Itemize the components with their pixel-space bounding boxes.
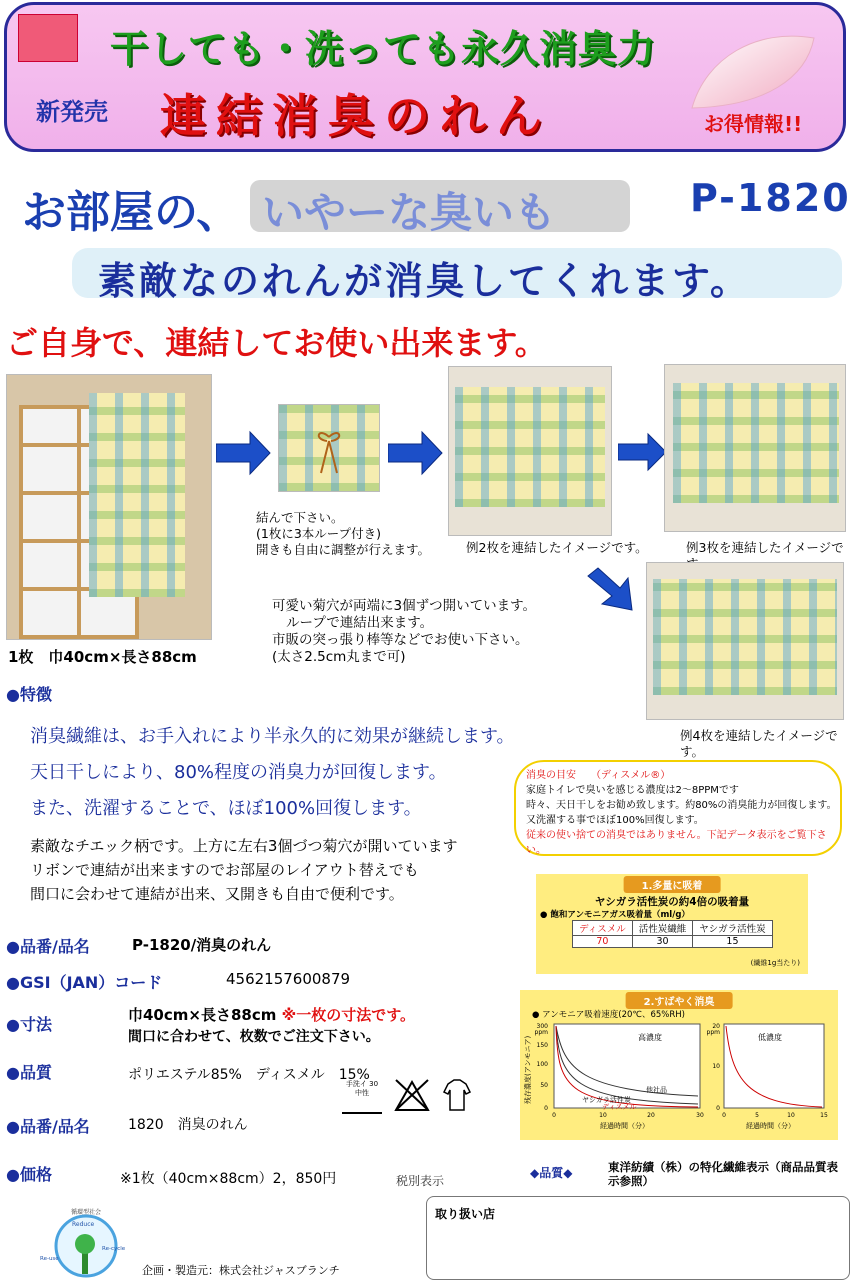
photo-ribbon-tie (278, 404, 380, 492)
guide-line: 又洗濯する事でほぼ100%回復します。 (526, 815, 704, 826)
y-tick-right: 0 (716, 1105, 720, 1112)
guide-title: 消臭の目安 （ディスメル®） (526, 770, 671, 781)
item2-label: ●品番/品名 (6, 1117, 90, 1136)
tie-caption-line: 開きも自由に調整が行えます。 (256, 542, 431, 557)
adsorption-table-title: ● 飽和アンモニアガス吸着量（ml/g） (540, 910, 690, 920)
desc-line: リボンで連結が出来ますのでお部屋のレイアウト替えでも (30, 861, 419, 879)
features-heading: ●特徴 (6, 685, 52, 704)
headline-line1: お部屋の、 (22, 187, 241, 238)
size-label: ●寸法 (6, 1015, 52, 1034)
arrow-right-icon (216, 430, 272, 476)
adsorption-table (572, 920, 773, 948)
pink-square-decoration (18, 14, 78, 62)
y-tick-right: 20 (712, 1023, 720, 1030)
self-join-text: ご自身で、連結してお使い出来ます。 (6, 324, 547, 362)
legend-other: 他社品 (646, 1086, 667, 1094)
reduce-label: Reduce (72, 1221, 95, 1228)
arrow-right-icon (388, 430, 444, 476)
table-cell: 15 (693, 936, 772, 948)
product-title: 連結消臭のれん (160, 89, 552, 143)
low-label: 低濃度 (758, 1033, 782, 1042)
new-release-label: 新発売 (36, 98, 108, 126)
deal-label: お得情報!! (704, 112, 803, 136)
quality-label: ●品質 (6, 1063, 52, 1082)
recycle-logo-icon (38, 1206, 134, 1278)
item-value: P-1820/消臭のれん (132, 936, 272, 954)
hand-wash-icon: 手洗イ 30 中性 (342, 1080, 382, 1114)
quality-value: ポリエステル85% ディスメル 15% (128, 1067, 370, 1083)
feature-line: 消臭繊維は、お手入れにより半永久的に効果が継続します。 (30, 726, 515, 747)
guide-line: 家庭トイレで臭いを感じる濃度は2～8PPMです (526, 785, 739, 796)
x-tick-left: 10 (599, 1112, 607, 1119)
no-bleach-icon (394, 1078, 430, 1112)
x-tick-left: 0 (552, 1112, 556, 1119)
quality-source-value: 東洋紡績（株）の特化繊維表示（商品品質表示参照） (608, 1160, 838, 1188)
hole-caption-line: 市販の突っ張り棒等などでお使い下さい。 (272, 632, 529, 648)
y-unit-left: ppm (534, 1029, 548, 1036)
maker-info: 企画・製造元：株式会社ジャスブランチ (142, 1264, 340, 1277)
quality-source-label: ◆品質◆ (530, 1166, 573, 1180)
jan-label: ●GSI（JAN）コード (6, 973, 163, 992)
hole-caption-line: ループで連結出来ます。 (286, 615, 434, 631)
tie-caption (256, 510, 430, 558)
table-header: ヤシガラ活性炭 (693, 921, 772, 936)
item-label: ●品番/品名 (6, 937, 90, 956)
adsorption-speed-panel (520, 990, 838, 1140)
x-tick-right: 10 (787, 1112, 795, 1119)
y-tick-right: 10 (712, 1063, 720, 1070)
price-label: ●価格 (6, 1165, 52, 1184)
jan-value: 4562157600879 (226, 970, 351, 988)
x-tick-left: 30 (696, 1112, 704, 1119)
photo-three-sheets (664, 364, 846, 532)
shop-label: 取り扱い店 (435, 1207, 496, 1221)
shop-box (426, 1196, 850, 1280)
tagline: 干しても・洗っても永久消臭力 (110, 27, 657, 71)
arrow-right-icon (618, 432, 668, 472)
hole-caption (272, 598, 536, 666)
x-tick-right: 15 (820, 1112, 828, 1119)
feature-line: また、洗濯することで、ほぼ100%回復します。 (30, 798, 422, 819)
speed-chart (520, 1020, 838, 1138)
recycle-title: 循環型社会 (70, 1209, 102, 1216)
recycle-label: Re-cycle (102, 1246, 126, 1252)
legend-dismel: ディスメル (602, 1103, 637, 1111)
adsorption-note: (繊維1g当たり) (750, 959, 800, 967)
three-sheets-caption: 例3枚を連結したイメージで (686, 540, 844, 555)
petal-icon (686, 28, 818, 112)
price-value: ※1枚（40cm×88cm）2，850円 (120, 1171, 337, 1187)
size-value: 巾40cm×長さ88cm (128, 1006, 277, 1024)
deodorize-guide-box (514, 760, 842, 856)
hole-caption-line: (太さ2.5cm丸まで可) (272, 649, 406, 665)
speed-panel-title: 2.すばやく消臭 (626, 992, 733, 1009)
y-tick-left: 150 (536, 1042, 548, 1049)
legend-coconut: ヤシガラ活性炭 (582, 1096, 631, 1104)
tie-caption-line: 結んで下さい。 (256, 510, 344, 525)
arrow-down-right-icon (586, 566, 638, 614)
headline-highlight-text: いやーな臭いも (262, 188, 557, 237)
single-sheet-size: 1枚 巾40cm×長さ88cm (8, 648, 197, 666)
table-header: ディスメル (573, 921, 633, 936)
size-line2: 間口に合わせて、枚数でご注文下さい。 (128, 1029, 380, 1045)
guide-line: 時々、天日干しをお勧め致します。約80%の消臭能力が回復します。 (526, 800, 837, 811)
x-tick-left: 20 (647, 1112, 655, 1119)
photo-four-sheets (646, 562, 844, 720)
table-cell: 30 (632, 936, 693, 948)
y-axis-label: 残存濃度(アンモニア) (524, 1035, 532, 1104)
x-axis-label-left: 経過時間（分） (600, 1122, 649, 1130)
item2-value: 1820 消臭のれん (128, 1117, 248, 1133)
subheadline: 素敵なのれんが消臭してくれます。 (98, 259, 751, 303)
table-header: 活性炭繊維 (632, 921, 693, 936)
y-unit-right: ppm (706, 1029, 720, 1036)
x-tick-right: 0 (722, 1112, 726, 1119)
y-tick-left: 50 (540, 1082, 548, 1089)
tax-note: 税別表示 (396, 1174, 445, 1188)
reuse-label: Re-use (40, 1256, 59, 1262)
adsorption-subtitle: ヤシガラ活性炭の約4倍の吸着量 (594, 896, 750, 908)
desc-line: 間口に会わせて連結が出来、又開きも自由で便利です。 (30, 885, 404, 903)
table-cell: 70 (573, 936, 633, 948)
adsorption-panel (536, 874, 808, 974)
y-tick-left: 0 (544, 1105, 548, 1112)
adsorption-panel-title: 1.多量に吸着 (624, 876, 721, 893)
two-sheets-caption: 例2枚を連結したイメージです。 (466, 540, 648, 555)
four-sheets-caption: 例4枚を連結したイメージです。 (680, 728, 838, 759)
y-tick-left: 100 (536, 1061, 548, 1068)
model-number: P-1820 (690, 176, 851, 220)
y-tick-left: 300 (536, 1023, 548, 1030)
hang-dry-icon (440, 1078, 474, 1112)
guide-line: 従来の使い捨ての消臭ではありません。下記データ表示をご覧下さい。 (526, 830, 827, 856)
feature-description (30, 834, 457, 906)
size-note: ※一枚の寸法です。 (281, 1006, 415, 1024)
desc-line: 素敵なチエック柄です。上方に左右3個づつ菊穴が開いています (30, 837, 458, 855)
photo-two-sheets (448, 366, 612, 536)
feature-line: 天日干しにより、80%程度の消臭力が回復します。 (30, 762, 447, 783)
photo-single-curtain (6, 374, 212, 640)
speed-subtitle: ● アンモニア吸着速度(20℃、65%RH) (532, 1010, 685, 1020)
x-axis-label-right: 経過時間（分） (746, 1122, 795, 1130)
tie-caption-line: (1枚に3本ループ付き) (256, 526, 382, 541)
size-value-row (128, 1004, 415, 1025)
x-tick-right: 5 (755, 1112, 759, 1119)
high-label: 高濃度 (638, 1033, 662, 1042)
hole-caption-line: 可愛い菊穴が両端に3個ずつ開いています。 (272, 598, 537, 614)
